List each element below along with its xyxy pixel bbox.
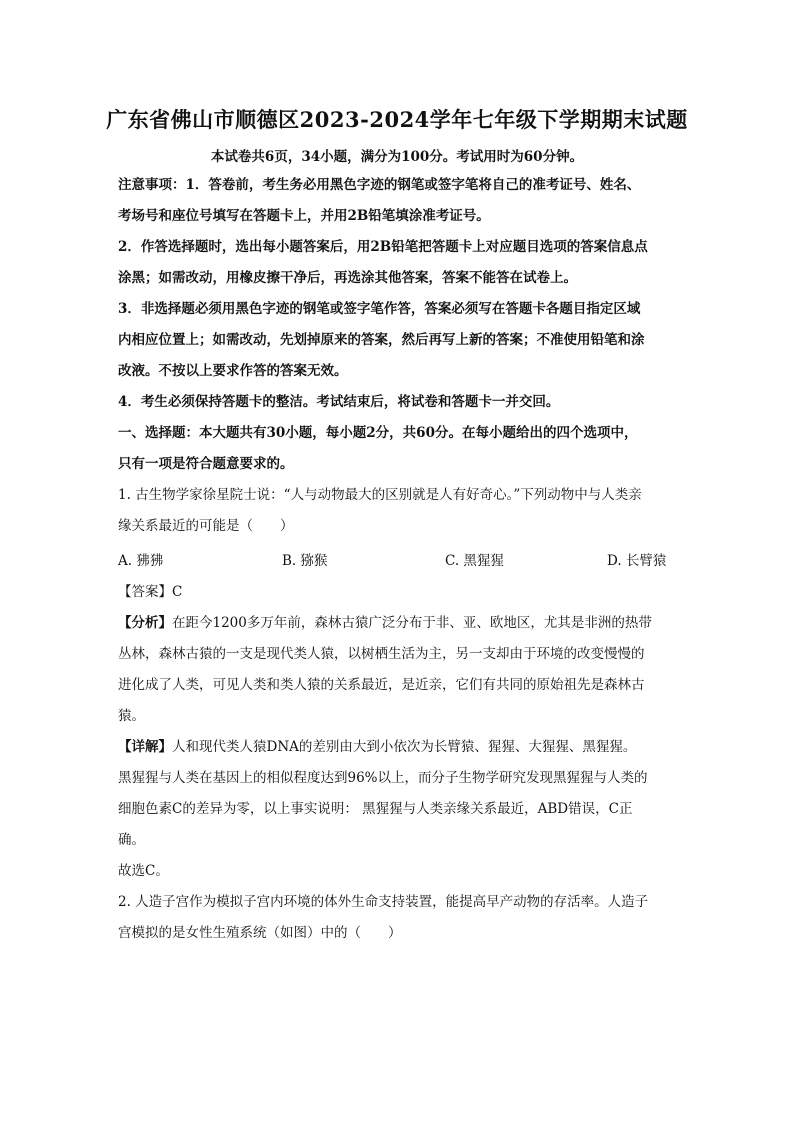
detail-line: 确。 xyxy=(118,832,145,848)
question-1-stem xyxy=(118,480,678,542)
answer-line: 【答案】C xyxy=(118,584,183,600)
analysis-line xyxy=(118,608,678,639)
note-line: 4．考生必须保持答题卡的整洁。考试结束后，将试卷和答题卡一并交回。 xyxy=(118,394,560,410)
note-line: 注意事项：1．答卷前，考生务必用黑色字迹的钢笔或签字笔将自己的准考证号、姓名、 xyxy=(118,177,641,193)
detail-text: 人和现代类人猿DNA的差别由大到小依次为长臂猿、猩猩、大猩猩、黑猩猩。 xyxy=(172,739,637,755)
option-d: D. 长臂猿 xyxy=(607,553,667,569)
question-line: 缘关系最近的可能是（ ） xyxy=(118,518,294,534)
question-line: 1. 古生物学家徐星院士说：“人与动物最大的区别就是人有好奇心。”下列动物中与人类亲 xyxy=(118,487,642,503)
conclusion-line: 故选C。 xyxy=(118,863,169,879)
page-title: 广东省佛山市顺德区2023-2024学年七年级下学期期末试题 xyxy=(106,107,688,132)
section-line: 一、选择题：本大题共有30小题，每小题2分，共60分。在每小题给出的四个选项中， xyxy=(118,425,638,441)
option-a: A. 狒狒 xyxy=(118,553,164,569)
exam-info: 本试卷共6页，34小题，满分为100分。考试用时为60分钟。 xyxy=(210,149,584,165)
detail-line: 细胞色素C的差异为零，以上事实说明： 黑猩猩与人类亲缘关系最近，ABD错误，C正 xyxy=(118,801,633,817)
question-1-options xyxy=(118,546,674,577)
note-line: 3．非选择题必须用黑色字迹的钢笔或签字笔作答，答案必须写在答题卡各题目指定区域 xyxy=(118,301,641,317)
note-line: 涂黑；如需改动，用橡皮擦干净后，再选涂其他答案，答案不能答在试卷上。 xyxy=(118,270,577,286)
option-c: C. 黑猩猩 xyxy=(445,553,504,569)
analysis-line: 丛林，森林古猿的一支是现代类人猿，以树栖生活为主，另一支却由于环境的改变慢慢的 xyxy=(118,646,645,662)
analysis-block xyxy=(118,608,678,732)
analysis-tag: 【分析】 xyxy=(118,615,172,631)
question-line: 宫模拟的是女性生殖系统（如图）中的（ ） xyxy=(118,925,402,941)
analysis-line: 进化成了人类，可见人类和类人猿的关系最近，是近亲，它们有共同的原始祖先是森林古 xyxy=(118,677,645,693)
detail-tag: 【详解】 xyxy=(118,739,172,755)
section-line: 只有一项是符合题意要求的。 xyxy=(118,456,294,472)
note-line: 改液。不按以上要求作答的答案无效。 xyxy=(118,363,348,379)
analysis-line: 猿。 xyxy=(118,708,145,724)
detail-block xyxy=(118,732,678,856)
notes-block xyxy=(118,170,678,418)
question-line: 2. 人造子宫作为模拟子宫内环境的体外生命支持装置，能提高早产动物的存活率。人造子 xyxy=(118,894,649,910)
section-heading xyxy=(118,418,678,480)
note-line: 内相应位置上；如需改动，先划掉原来的答案，然后再写上新的答案；不准使用铅笔和涂 xyxy=(118,332,645,348)
detail-line: 黑猩猩与人类在基因上的相似程度达到96%以上，而分子生物学研究发现黑猩猩与人类的 xyxy=(118,770,648,786)
question-2-stem xyxy=(118,887,678,949)
note-line: 考场号和座位号填写在答题卡上，并用2B铅笔填涂准考证号。 xyxy=(118,208,490,224)
detail-line xyxy=(118,732,678,763)
note-line: 2．作答选择题时，选出每小题答案后，用2B铅笔把答题卡上对应题目选项的答案信息点 xyxy=(118,239,648,255)
analysis-text: 在距今1200多万年前，森林古猿广泛分布于非、亚、欧地区，尤其是非洲的热带 xyxy=(172,615,652,631)
option-b: B. 猕猴 xyxy=(282,553,328,569)
